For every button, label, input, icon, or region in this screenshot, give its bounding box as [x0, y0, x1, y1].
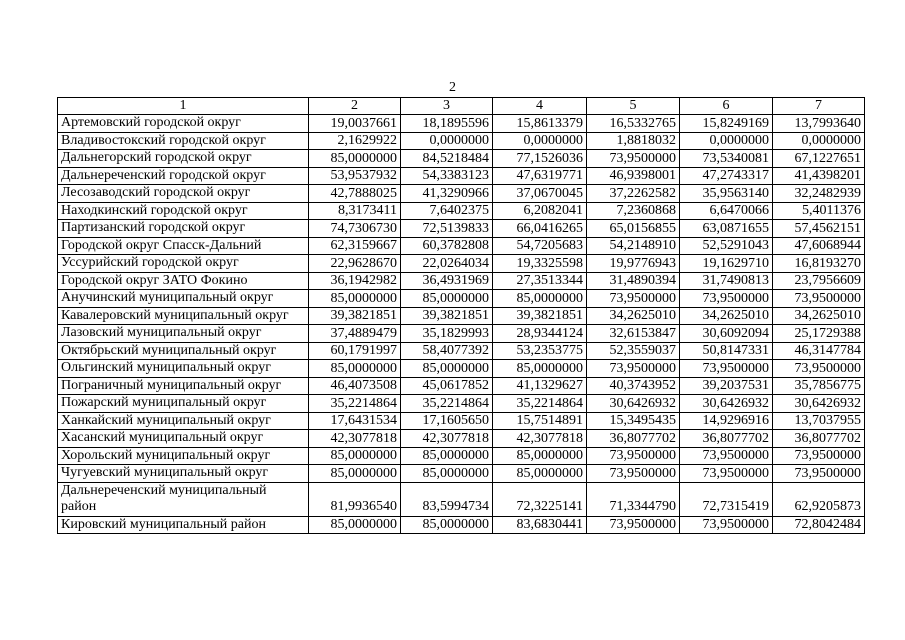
value-cell: 41,3290966: [401, 185, 493, 203]
value-cell: 7,2360868: [587, 202, 680, 220]
value-cell: 37,4889479: [309, 325, 401, 343]
table-row: [58, 255, 865, 273]
value-cell: 17,1605650: [401, 412, 493, 430]
value-cell: 46,4073508: [309, 377, 401, 395]
value-cell: 36,8077702: [680, 430, 773, 448]
value-cell: 15,8249169: [680, 115, 773, 133]
value-cell: 23,7956609: [773, 272, 865, 290]
value-cell: 85,0000000: [493, 465, 587, 483]
table-row: [58, 220, 865, 238]
value-cell: 73,9500000: [587, 360, 680, 378]
value-cell: 73,5340081: [680, 150, 773, 168]
value-cell: 16,8193270: [773, 255, 865, 273]
municipality-name: Лазовский муниципальный округ: [58, 325, 309, 343]
value-cell: 73,9500000: [773, 447, 865, 465]
value-cell: 28,9344124: [493, 325, 587, 343]
municipality-name: Кировский муниципальный район: [58, 516, 309, 534]
value-cell: 60,3782808: [401, 237, 493, 255]
value-cell: 73,9500000: [773, 360, 865, 378]
header-row: [58, 98, 865, 115]
value-cell: 37,0670045: [493, 185, 587, 203]
value-cell: 0,0000000: [680, 132, 773, 150]
value-cell: 50,8147331: [680, 342, 773, 360]
value-cell: 81,9936540: [309, 482, 401, 516]
value-cell: 77,1526036: [493, 150, 587, 168]
value-cell: 31,7490813: [680, 272, 773, 290]
table-row: [58, 325, 865, 343]
table-row: [58, 272, 865, 290]
value-cell: 73,9500000: [587, 447, 680, 465]
value-cell: 19,9776943: [587, 255, 680, 273]
value-cell: 63,0871655: [680, 220, 773, 238]
value-cell: 72,8042484: [773, 516, 865, 534]
table-row: [58, 342, 865, 360]
value-cell: 85,0000000: [401, 465, 493, 483]
value-cell: 30,6426932: [587, 395, 680, 413]
value-cell: 39,2037531: [680, 377, 773, 395]
value-cell: 14,9296916: [680, 412, 773, 430]
value-cell: 85,0000000: [493, 290, 587, 308]
value-cell: 67,1227651: [773, 150, 865, 168]
value-cell: 15,3495435: [587, 412, 680, 430]
municipality-name: Хасанский муниципальный округ: [58, 430, 309, 448]
column-header: 2: [309, 98, 401, 115]
value-cell: 72,7315419: [680, 482, 773, 516]
table-row: [58, 132, 865, 150]
table-row: [58, 412, 865, 430]
value-cell: 85,0000000: [493, 360, 587, 378]
value-cell: 22,0264034: [401, 255, 493, 273]
column-header: 1: [58, 98, 309, 115]
municipality-name: Чугуевский муниципальный округ: [58, 465, 309, 483]
value-cell: 37,2262582: [587, 185, 680, 203]
municipality-name: Партизанский городской округ: [58, 220, 309, 238]
value-cell: 73,9500000: [587, 516, 680, 534]
municipality-name: Артемовский городской округ: [58, 115, 309, 133]
value-cell: 73,9500000: [773, 465, 865, 483]
value-cell: 8,3173411: [309, 202, 401, 220]
value-cell: 73,9500000: [587, 290, 680, 308]
value-cell: 30,6426932: [773, 395, 865, 413]
value-cell: 73,9500000: [680, 447, 773, 465]
value-cell: 74,7306730: [309, 220, 401, 238]
value-cell: 19,0037661: [309, 115, 401, 133]
column-header: 4: [493, 98, 587, 115]
value-cell: 17,6431534: [309, 412, 401, 430]
value-cell: 46,9398001: [587, 167, 680, 185]
value-cell: 73,9500000: [587, 150, 680, 168]
column-header: 5: [587, 98, 680, 115]
value-cell: 83,5994734: [401, 482, 493, 516]
value-cell: 35,1829993: [401, 325, 493, 343]
value-cell: 52,3559037: [587, 342, 680, 360]
value-cell: 84,5218484: [401, 150, 493, 168]
value-cell: 16,5332765: [587, 115, 680, 133]
value-cell: 36,4931969: [401, 272, 493, 290]
value-cell: 6,2082041: [493, 202, 587, 220]
municipality-name: Пограничный муниципальный округ: [58, 377, 309, 395]
value-cell: 41,1329627: [493, 377, 587, 395]
value-cell: 0,0000000: [401, 132, 493, 150]
value-cell: 27,3513344: [493, 272, 587, 290]
table-row: [58, 115, 865, 133]
municipality-name: Городской округ Спасск-Дальний: [58, 237, 309, 255]
value-cell: 41,4398201: [773, 167, 865, 185]
value-cell: 73,9500000: [680, 360, 773, 378]
value-cell: 13,7993640: [773, 115, 865, 133]
table-row: [58, 202, 865, 220]
municipality-name: Владивостокский городской округ: [58, 132, 309, 150]
value-cell: 36,8077702: [773, 430, 865, 448]
value-cell: 65,0156855: [587, 220, 680, 238]
table-row: [58, 307, 865, 325]
value-cell: 0,0000000: [773, 132, 865, 150]
municipality-name: Городской округ ЗАТО Фокино: [58, 272, 309, 290]
value-cell: 0,0000000: [493, 132, 587, 150]
value-cell: 7,6402375: [401, 202, 493, 220]
value-cell: 35,2214864: [309, 395, 401, 413]
value-cell: 39,3821851: [309, 307, 401, 325]
municipality-name: Хорольский муниципальный округ: [58, 447, 309, 465]
value-cell: 57,4562151: [773, 220, 865, 238]
municipality-name: Находкинский городской округ: [58, 202, 309, 220]
value-cell: 73,9500000: [680, 465, 773, 483]
municipality-name: Ольгинский муниципальный округ: [58, 360, 309, 378]
value-cell: 34,2625010: [587, 307, 680, 325]
value-cell: 47,6068944: [773, 237, 865, 255]
value-cell: 85,0000000: [401, 360, 493, 378]
value-cell: 18,1895596: [401, 115, 493, 133]
value-cell: 34,2625010: [680, 307, 773, 325]
value-cell: 62,3159667: [309, 237, 401, 255]
municipality-name: Дальнегорский городской округ: [58, 150, 309, 168]
value-cell: 85,0000000: [309, 290, 401, 308]
value-cell: 42,3077818: [401, 430, 493, 448]
value-cell: 39,3821851: [401, 307, 493, 325]
municipality-name: Октябрьский муниципальный округ: [58, 342, 309, 360]
value-cell: 5,4011376: [773, 202, 865, 220]
municipality-name: Уссурийский городской округ: [58, 255, 309, 273]
value-cell: 85,0000000: [309, 516, 401, 534]
value-cell: 35,7856775: [773, 377, 865, 395]
municipality-name: Лесозаводский городской округ: [58, 185, 309, 203]
municipality-name: Ханкайский муниципальный округ: [58, 412, 309, 430]
value-cell: 15,7514891: [493, 412, 587, 430]
value-cell: 35,9563140: [680, 185, 773, 203]
value-cell: 6,6470066: [680, 202, 773, 220]
value-cell: 58,4077392: [401, 342, 493, 360]
value-cell: 53,2353775: [493, 342, 587, 360]
value-cell: 66,0416265: [493, 220, 587, 238]
municipality-name: Дальнереченский городской округ: [58, 167, 309, 185]
value-cell: 54,7205683: [493, 237, 587, 255]
table-row: [58, 185, 865, 203]
data-table: [57, 97, 865, 534]
value-cell: 45,0617852: [401, 377, 493, 395]
value-cell: 72,5139833: [401, 220, 493, 238]
column-header: 3: [401, 98, 493, 115]
column-header: 6: [680, 98, 773, 115]
value-cell: 42,3077818: [309, 430, 401, 448]
value-cell: 72,3225141: [493, 482, 587, 516]
value-cell: 73,9500000: [773, 290, 865, 308]
value-cell: 35,2214864: [493, 395, 587, 413]
table-row: [58, 237, 865, 255]
value-cell: 31,4890394: [587, 272, 680, 290]
value-cell: 85,0000000: [493, 447, 587, 465]
value-cell: 85,0000000: [309, 465, 401, 483]
value-cell: 36,8077702: [587, 430, 680, 448]
table-row: [58, 290, 865, 308]
value-cell: 85,0000000: [401, 290, 493, 308]
value-cell: 30,6426932: [680, 395, 773, 413]
municipality-name: Дальнереченский муниципальный район: [58, 482, 309, 516]
table-row: [58, 482, 865, 516]
value-cell: 19,3325598: [493, 255, 587, 273]
value-cell: 34,2625010: [773, 307, 865, 325]
value-cell: 46,3147784: [773, 342, 865, 360]
table-row: [58, 377, 865, 395]
value-cell: 54,2148910: [587, 237, 680, 255]
table-row: [58, 516, 865, 534]
table-row: [58, 465, 865, 483]
value-cell: 85,0000000: [309, 447, 401, 465]
value-cell: 85,0000000: [309, 360, 401, 378]
value-cell: 32,2482939: [773, 185, 865, 203]
value-cell: 60,1791997: [309, 342, 401, 360]
value-cell: 22,9628670: [309, 255, 401, 273]
table-row: [58, 360, 865, 378]
table-row: [58, 167, 865, 185]
value-cell: 73,9500000: [587, 465, 680, 483]
value-cell: 47,2743317: [680, 167, 773, 185]
value-cell: 42,7888025: [309, 185, 401, 203]
value-cell: 71,3344790: [587, 482, 680, 516]
municipality-name: Кавалеровский муниципальный округ: [58, 307, 309, 325]
table-row: [58, 150, 865, 168]
column-header: 7: [773, 98, 865, 115]
value-cell: 19,1629710: [680, 255, 773, 273]
value-cell: 54,3383123: [401, 167, 493, 185]
table-row: [58, 447, 865, 465]
value-cell: 25,1729388: [773, 325, 865, 343]
value-cell: 52,5291043: [680, 237, 773, 255]
table-row: [58, 395, 865, 413]
value-cell: 1,8818032: [587, 132, 680, 150]
page-number: 2: [449, 80, 456, 95]
value-cell: 40,3743952: [587, 377, 680, 395]
municipality-name: Анучинский муниципальный округ: [58, 290, 309, 308]
value-cell: 36,1942982: [309, 272, 401, 290]
value-cell: 73,9500000: [680, 516, 773, 534]
value-cell: 39,3821851: [493, 307, 587, 325]
value-cell: 85,0000000: [401, 447, 493, 465]
value-cell: 13,7037955: [773, 412, 865, 430]
value-cell: 2,1629922: [309, 132, 401, 150]
municipality-name: Пожарский муниципальный округ: [58, 395, 309, 413]
value-cell: 85,0000000: [401, 516, 493, 534]
value-cell: 85,0000000: [309, 150, 401, 168]
value-cell: 83,6830441: [493, 516, 587, 534]
value-cell: 62,9205873: [773, 482, 865, 516]
value-cell: 30,6092094: [680, 325, 773, 343]
value-cell: 53,9537932: [309, 167, 401, 185]
value-cell: 47,6319771: [493, 167, 587, 185]
value-cell: 73,9500000: [680, 290, 773, 308]
value-cell: 15,8613379: [493, 115, 587, 133]
table-row: [58, 430, 865, 448]
value-cell: 42,3077818: [493, 430, 587, 448]
value-cell: 32,6153847: [587, 325, 680, 343]
value-cell: 35,2214864: [401, 395, 493, 413]
